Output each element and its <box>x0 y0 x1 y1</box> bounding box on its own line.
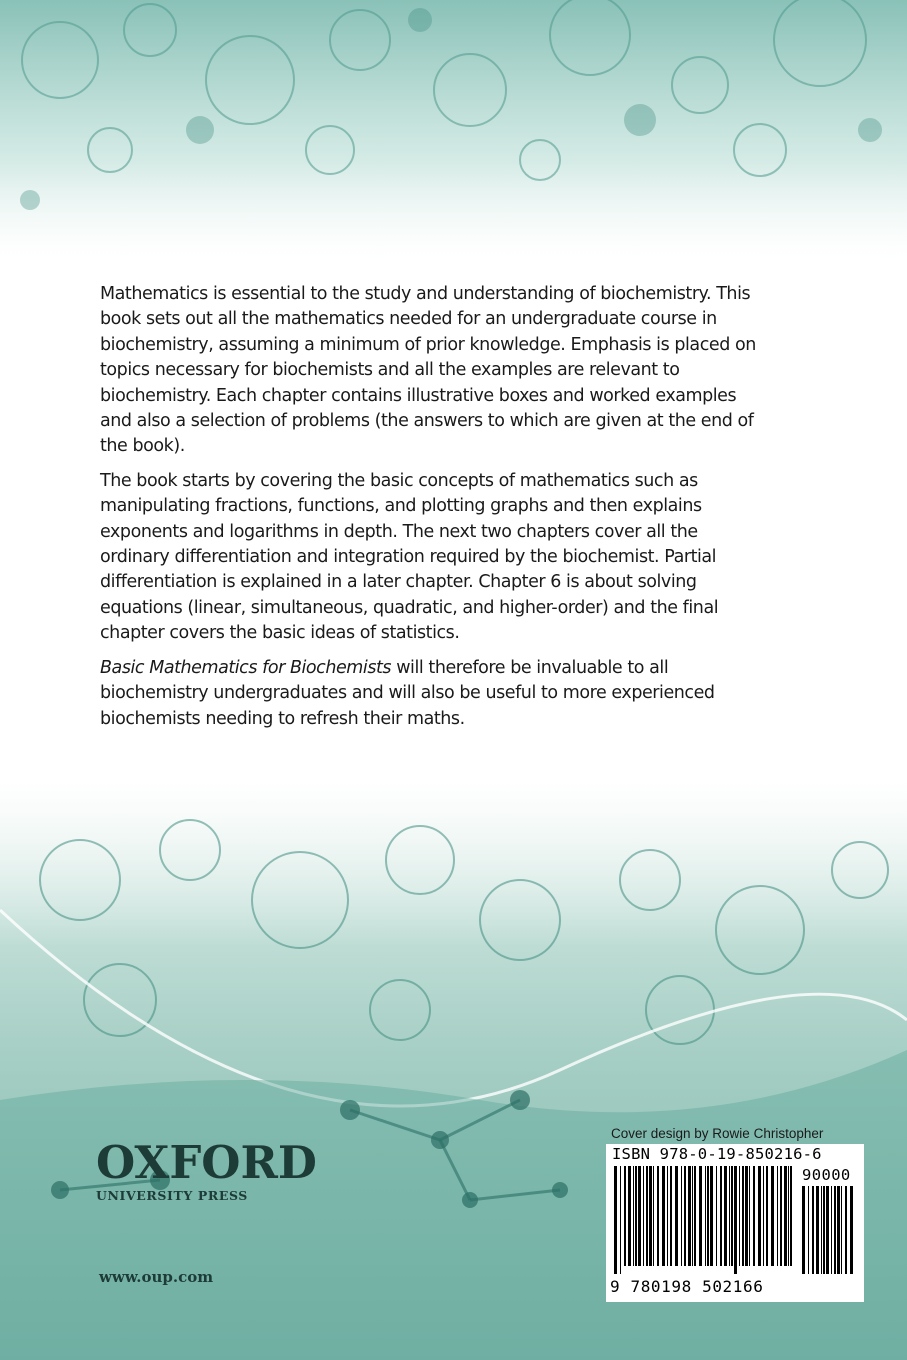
barcode-bar <box>831 1186 832 1274</box>
barcode-bar <box>667 1166 668 1266</box>
barcode-bar <box>653 1166 654 1266</box>
barcode-bar <box>707 1166 709 1266</box>
book-title-italic: Basic Mathematics for Biochemists <box>100 657 392 678</box>
barcode-bar <box>684 1166 686 1266</box>
barcode-bar <box>649 1166 652 1266</box>
publisher-name: OXFORD <box>96 1136 317 1189</box>
barcode-bar <box>766 1166 768 1266</box>
barcode-bar <box>710 1166 713 1266</box>
barcode-bar <box>724 1166 727 1266</box>
barcode-bar <box>635 1166 637 1266</box>
price-code: 90000 <box>802 1166 851 1184</box>
barcode-bar <box>739 1166 740 1266</box>
barcode-bar <box>808 1186 809 1274</box>
barcode-bar <box>643 1166 644 1266</box>
barcode-bar <box>777 1166 778 1266</box>
barcode-bar <box>624 1166 626 1266</box>
barcode-bar <box>745 1166 748 1266</box>
oxford-logo <box>96 1136 317 1203</box>
description-paragraph-2: The book starts by covering the basic concepts of mathematics such as manipulating fractions, functions, and plotting graphs and then explains exponents and logarithms in depth. The next two chapters cover all the ordinary differentiation and integration required by the biochemist. Partial differentiation is explained in a later chapter. Chapter 6 is about solving equations (linear, simultaneous, quadratic, and higher-order) and the final chapter covers the basic ideas of statistics. <box>100 470 719 644</box>
publisher-url: www.oup.com <box>99 1268 214 1286</box>
barcode-bar <box>826 1186 829 1274</box>
barcode-bar <box>614 1166 617 1274</box>
barcode-bar <box>662 1166 665 1266</box>
barcode-bar <box>692 1166 693 1266</box>
barcode-bar <box>720 1166 722 1266</box>
publisher-press: UNIVERSITY PRESS <box>96 1188 248 1203</box>
barcode-bar <box>628 1166 631 1266</box>
barcode-bar <box>758 1166 761 1266</box>
barcode-bar <box>802 1186 805 1274</box>
barcode-bar <box>788 1166 789 1266</box>
barcode-bar <box>699 1166 702 1266</box>
description-paragraph-1: Mathematics is essential to the study and understanding of biochemistry. This book sets out all the mathematics needed for an undergraduate course in biochemistry, assuming a minimum of prior knowledge. Emphasis is placed on topics necessary for biochemists and all the examples are relevant to biochemistry. Each chapter contains illustrative boxes and worked examples and also a selection of problems (the answers to which are given at the end of the book). <box>100 284 756 457</box>
barcode-bar <box>657 1166 659 1266</box>
barcode-bar <box>675 1166 678 1266</box>
barcode-bar <box>705 1166 706 1266</box>
isbn-barcode <box>606 1144 864 1302</box>
barcode-bar <box>729 1166 730 1266</box>
barcode-bar <box>850 1186 853 1274</box>
barcode-bar <box>823 1186 825 1274</box>
barcode-bar <box>620 1166 621 1274</box>
barcode-bar <box>749 1166 750 1266</box>
description-paragraph-3-rest: will therefore be invaluable to all biochemistry undergraduates and will also be useful to more experienced biochemists needing to refresh their maths. <box>100 657 715 729</box>
ean-barcode-bars <box>612 1166 796 1278</box>
barcode-bar <box>763 1166 764 1266</box>
barcode-bar <box>731 1166 733 1266</box>
barcode-bar <box>812 1186 814 1274</box>
barcode-bar <box>716 1166 717 1266</box>
isbn-number: ISBN 978-0-19-850216-6 <box>612 1145 822 1163</box>
barcode-bar <box>790 1166 792 1266</box>
barcode-bar <box>845 1186 847 1274</box>
barcode-bar <box>742 1166 744 1266</box>
barcode-bar <box>688 1166 691 1266</box>
barcode-bar <box>633 1166 634 1266</box>
cover-design-credit: Cover design by Rowie Christopher <box>611 1126 824 1141</box>
decorative-cell-art-top <box>0 0 907 270</box>
ean-digits: 9 780198 502166 <box>610 1277 764 1296</box>
barcode-bar <box>780 1166 782 1266</box>
barcode-bar <box>841 1186 842 1274</box>
barcode-bar <box>753 1166 755 1266</box>
barcode-bar <box>771 1166 774 1266</box>
book-description <box>100 282 760 741</box>
addon-barcode-bars <box>800 1186 858 1278</box>
barcode-bar <box>694 1166 696 1266</box>
barcode-bar <box>638 1166 641 1266</box>
barcode-bar <box>681 1166 682 1266</box>
barcode-bar <box>837 1186 840 1274</box>
barcode-bar <box>821 1186 822 1274</box>
description-paragraph-3 <box>100 656 760 732</box>
barcode-bar <box>784 1166 787 1266</box>
barcode-bar <box>670 1166 672 1266</box>
barcode-bar <box>816 1186 819 1274</box>
barcode-bar <box>734 1166 737 1274</box>
barcode-bar <box>646 1166 648 1266</box>
barcode-bar <box>834 1186 836 1274</box>
